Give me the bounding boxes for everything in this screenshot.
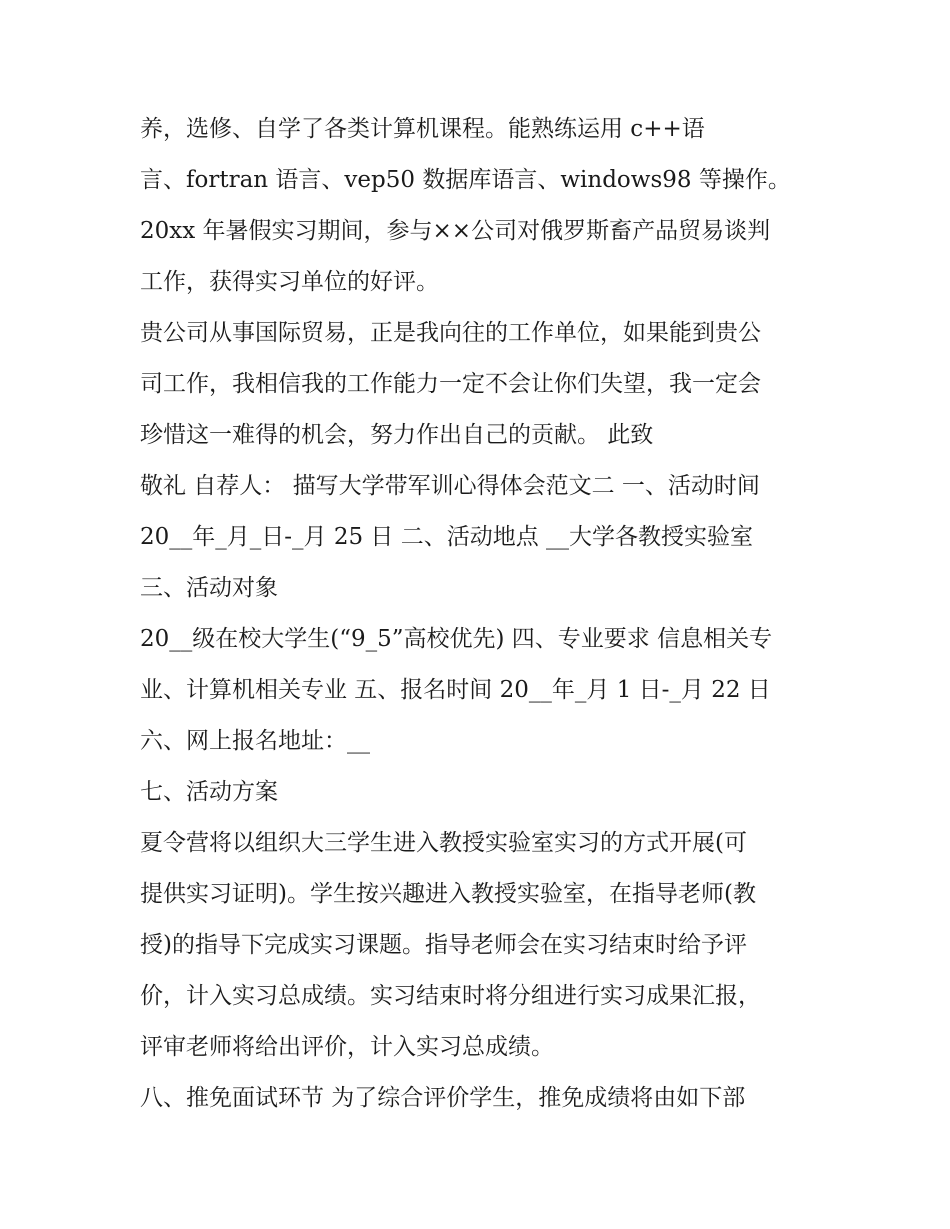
text-line: 七、活动方案 (140, 779, 278, 805)
text-line: 夏令营将以组织大三学生进入教授实验室实习的方式开展(可 (140, 830, 747, 856)
text-line: 六、网上报名地址：__ (140, 728, 370, 754)
document-body (140, 108, 830, 1128)
text-line: 司工作，我相信我的工作能力一定不会让你们失望，我一定会 (140, 371, 761, 397)
text-line: 20__级在校大学生(“9_5”高校优先) 四、专业要求 信息相关专 (140, 626, 773, 652)
text-line: 三、活动对象 (140, 575, 278, 601)
text-line: 珍惜这一难得的机会，努力作出自己的贡献。 此致 (140, 422, 654, 448)
text-line: 贵公司从事国际贸易，正是我向往的工作单位，如果能到贵公 (140, 320, 761, 346)
text-line: 业、计算机相关专业 五、报名时间 20__年_月 1 日-_月 22 日 (140, 677, 771, 703)
text-line: 工作，获得实习单位的好评。 (140, 269, 439, 295)
text-line: 言、fortran 语言、vep50 数据库语言、windows98 等操作。 (140, 167, 791, 193)
text-line: 养，选修、自学了各类计算机课程。能熟练运用 c++语 (140, 116, 705, 142)
text-line: 八、推免面试环节 为了综合评价学生，推免成绩将由如下部 (140, 1085, 746, 1111)
text-line: 评审老师将给出评价，计入实习总成绩。 (140, 1034, 554, 1060)
text-line: 价，计入实习总成绩。实习结束时将分组进行实习成果汇报， (140, 983, 761, 1009)
text-line: 提供实习证明)。学生按兴趣进入教授实验室，在指导老师(教 (140, 881, 756, 907)
text-line: 敬礼 自荐人： 描写大学带军训心得体会范文二 一、活动时间 (140, 473, 760, 499)
text-line: 20__年_月_日-_月 25 日 二、活动地点 __大学各教授实验室 (140, 524, 754, 550)
text-line: 授)的指导下完成实习课题。指导老师会在实习结束时给予评 (140, 932, 747, 958)
text-line: 20xx 年暑假实习期间，参与××公司对俄罗斯畜产品贸易谈判 (140, 218, 771, 244)
